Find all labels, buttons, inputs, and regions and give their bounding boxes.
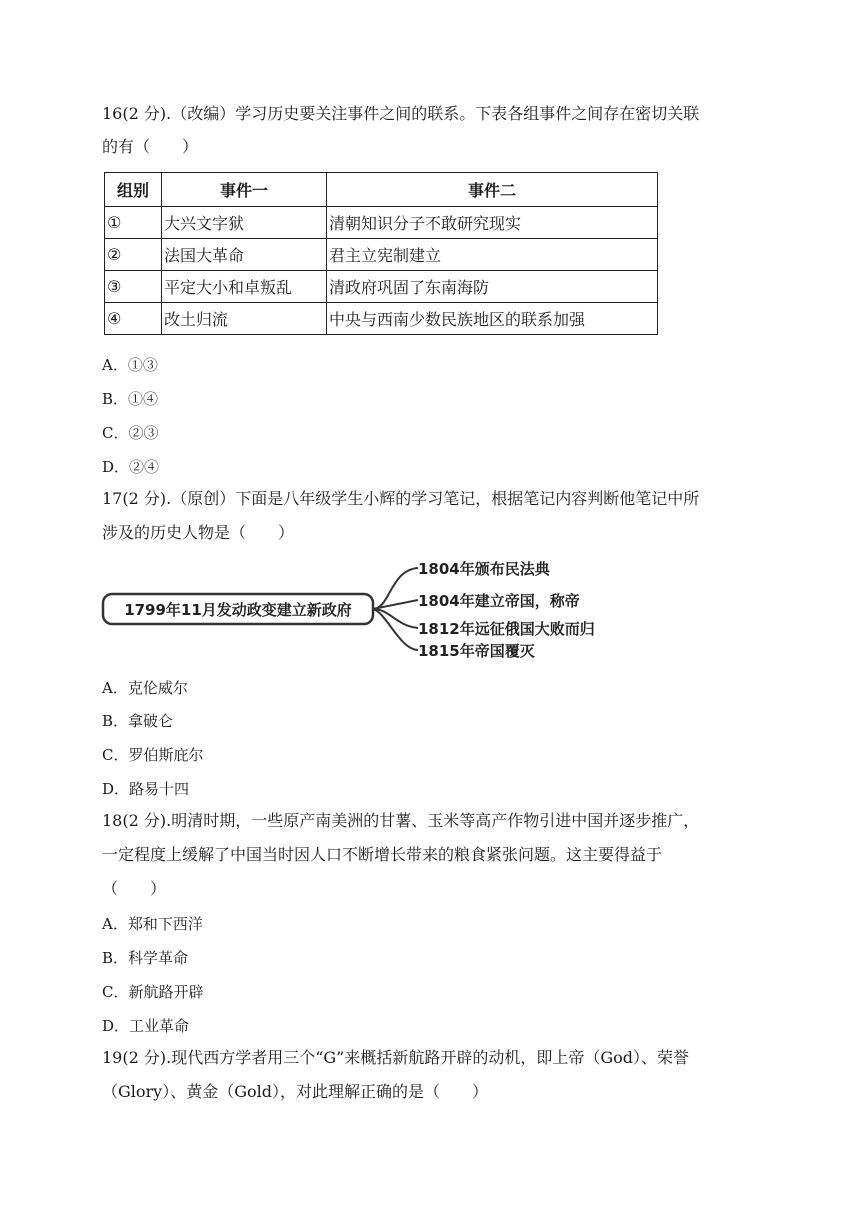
- cell-event-one: 平定大小和卓叛乱: [162, 271, 327, 303]
- table-row: [105, 303, 658, 335]
- q19-stem-line1: 19(2 分).现代西方学者用三个“G”来概括新航路开辟的动机，即上帝（God）、荣誉: [102, 1048, 689, 1067]
- cell-group: ②: [105, 239, 162, 271]
- q17-stem-line1: 17(2 分).（原创）下面是八年级学生小辉的学习笔记，根据笔记内容判断他笔记中所: [102, 489, 700, 508]
- q18-option-a[interactable]: A．郑和下西洋: [102, 915, 203, 933]
- q17-option-d[interactable]: D．路易十四: [102, 780, 190, 798]
- q16-option-b[interactable]: B．①④: [102, 390, 159, 408]
- header-event-two: 事件二: [327, 173, 658, 207]
- q18-option-c[interactable]: C．新航路开辟: [102, 983, 204, 1001]
- mindmap-branch-line: [373, 600, 418, 609]
- q16-option-c[interactable]: C．②③: [102, 424, 159, 442]
- q16-stem-line2: 的有（ ）: [102, 137, 199, 156]
- cell-event-one: 大兴文字狱: [162, 207, 327, 239]
- table-header-row: [105, 173, 658, 207]
- mindmap-branch-line: [373, 609, 418, 628]
- cell-event-two: 君主立宪制建立: [327, 239, 658, 271]
- q18-option-b[interactable]: B．科学革命: [102, 949, 189, 967]
- q16-option-d[interactable]: D．②④: [102, 458, 160, 476]
- q18-option-d[interactable]: D．工业革命: [102, 1017, 190, 1035]
- q16-stem-line1: 16(2 分).（改编）学习历史要关注事件之间的联系。下表各组事件之间存在密切关联: [102, 104, 700, 123]
- mindmap-root-text: 1799年11月发动政变建立新政府: [124, 601, 352, 619]
- q17-option-b[interactable]: B．拿破仑: [102, 712, 174, 730]
- header-group: 组别: [105, 173, 162, 207]
- table-row: [105, 271, 658, 303]
- q17-study-notes-mindmap: [100, 552, 640, 662]
- mindmap-branch-4: 1815年帝国覆灭: [418, 642, 535, 660]
- q19-stem-line2: （Glory）、黄金（Gold），对此理解正确的是（ ）: [102, 1082, 488, 1101]
- q17-option-a[interactable]: A．克伦威尔: [102, 679, 188, 697]
- mindmap-branch-line: [373, 609, 418, 650]
- cell-event-one: 改土归流: [162, 303, 327, 335]
- mindmap-branch-line: [373, 568, 418, 609]
- cell-event-two: 清朝知识分子不敢研究现实: [327, 207, 658, 239]
- table-row: [105, 239, 658, 271]
- cell-group: ④: [105, 303, 162, 335]
- cell-event-two: 清政府巩固了东南海防: [327, 271, 658, 303]
- q18-stem-line1: 18(2 分).明清时期，一些原产南美洲的甘薯、玉米等高产作物引进中国并逐步推广，: [102, 811, 700, 830]
- cell-event-two: 中央与西南少数民族地区的联系加强: [327, 303, 658, 335]
- q16-option-a[interactable]: A．①③: [102, 356, 158, 374]
- q17-stem-line2: 涉及的历史人物是（ ）: [102, 523, 295, 542]
- q17-option-c[interactable]: C．罗伯斯庇尔: [102, 746, 204, 764]
- mindmap-branch-3: 1812年远征俄国大败而归: [418, 620, 595, 638]
- cell-group: ③: [105, 271, 162, 303]
- cell-event-one: 法国大革命: [162, 239, 327, 271]
- q16-events-table: [104, 172, 658, 335]
- mindmap-branch-2: 1804年建立帝国，称帝: [418, 592, 580, 610]
- table-row: [105, 207, 658, 239]
- q18-stem-line2: 一定程度上缓解了中国当时因人口不断增长带来的粮食紧张问题。这主要得益于: [102, 845, 663, 864]
- mindmap-branch-1: 1804年颁布民法典: [418, 560, 550, 578]
- cell-group: ①: [105, 207, 162, 239]
- header-event-one: 事件一: [162, 173, 327, 207]
- q18-stem-line3: （ ）: [102, 879, 167, 898]
